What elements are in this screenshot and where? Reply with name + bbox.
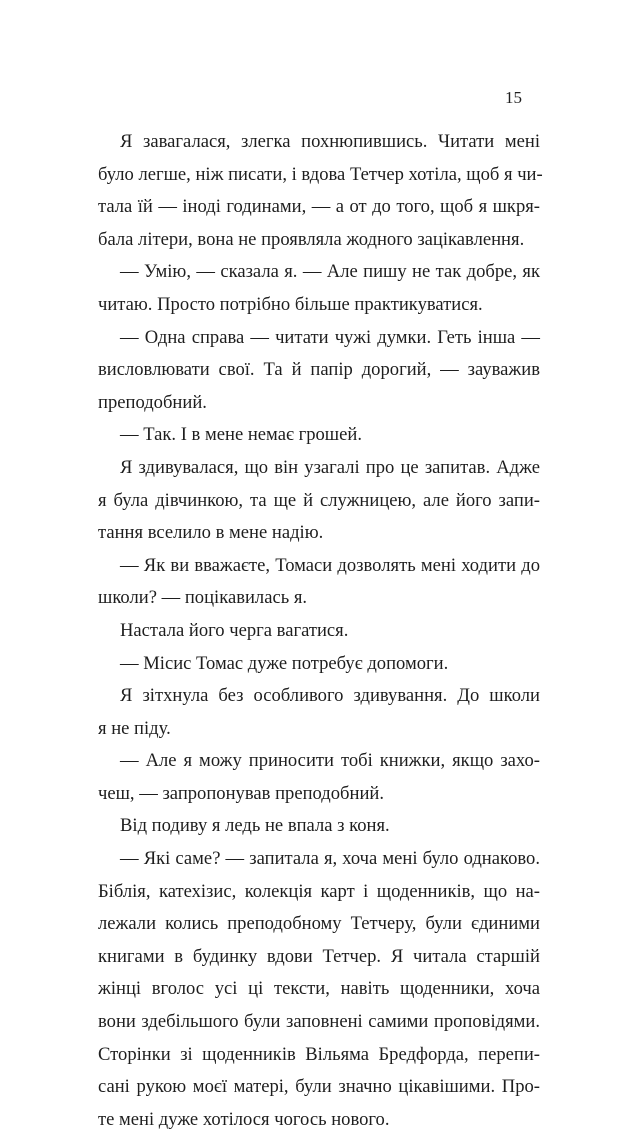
text-line: вони здебільшого були заповнені самими проповідями. (98, 1011, 540, 1033)
text-line: бала літери, вона не проявляла жодного зацікавлення. (98, 228, 525, 250)
text-line: сані рукою моєї матері, були значно цікавішими. Про- (98, 1076, 540, 1098)
text-line: Від подиву я ледь не впала з коня. (120, 815, 390, 837)
text-line: школи? — поцікавилась я. (98, 587, 308, 609)
text-line: читаю. Просто потрібно більше практикуватися. (98, 293, 483, 315)
text-line: — Умію, — сказала я. — Але пишу не так добре, як (120, 261, 540, 283)
text-line: — Як ви вважаєте, Томаси дозволять мені ходити до (120, 554, 540, 576)
text-line: те мені дуже хотілося чогось нового. (98, 1108, 390, 1130)
text-line: я була дівчинкою, та ще й служницею, але його запи- (98, 489, 540, 511)
text-line: жінці вголос усі ці тексти, навіть щоденники, хоча (98, 978, 540, 1000)
text-line: Я зітхнула без особливого здивування. До школи (120, 685, 540, 707)
text-line: Я здивувалася, що він узагалі про це запитав. Адже (120, 456, 540, 478)
text-line: преподобний. (98, 391, 207, 413)
text-line: — Але я можу приносити тобі книжки, якщо захо- (120, 750, 540, 772)
text-line: тала їй — іноді годинами, — а от до того, щоб я шкря- (98, 196, 540, 218)
page-number: 15 (505, 88, 522, 107)
text-line: лежали колись преподобному Тетчеру, були єдиними (98, 913, 540, 935)
text-line: було легше, ніж писати, і вдова Тетчер хотіла, щоб я чи- (98, 163, 543, 185)
text-line: чеш, — запропонував преподобний. (98, 782, 384, 804)
text-line: — Які саме? — запитала я, хоча мені було однаково. (120, 848, 540, 870)
text-line: — Місис Томас дуже потребує допомоги. (120, 652, 449, 674)
text-line: Біблія, катехізис, колекція карт і щоденників, що на- (98, 880, 540, 902)
body-text (98, 126, 543, 1136)
text-line: — Одна справа — читати чужі думки. Геть інша — (120, 326, 540, 348)
text-line: я не піду. (98, 717, 171, 739)
text-line: Настала його черга вагатися. (120, 619, 349, 641)
text-line: Сторінки зі щоденників Вільяма Бредфорда, перепи- (98, 1043, 540, 1065)
text-line: Я завагалася, злегка похнюпившись. Читати мені (120, 131, 540, 152)
text-line: — Так. І в мене немає грошей. (120, 424, 362, 446)
text-line: висловлювати свої. Та й папір дорогий, — зауважив (98, 359, 540, 381)
text-line: книгами в будинку вдови Тетчер. Я читала старшій (98, 945, 540, 967)
text-line: тання вселило в мене надію. (98, 522, 324, 544)
